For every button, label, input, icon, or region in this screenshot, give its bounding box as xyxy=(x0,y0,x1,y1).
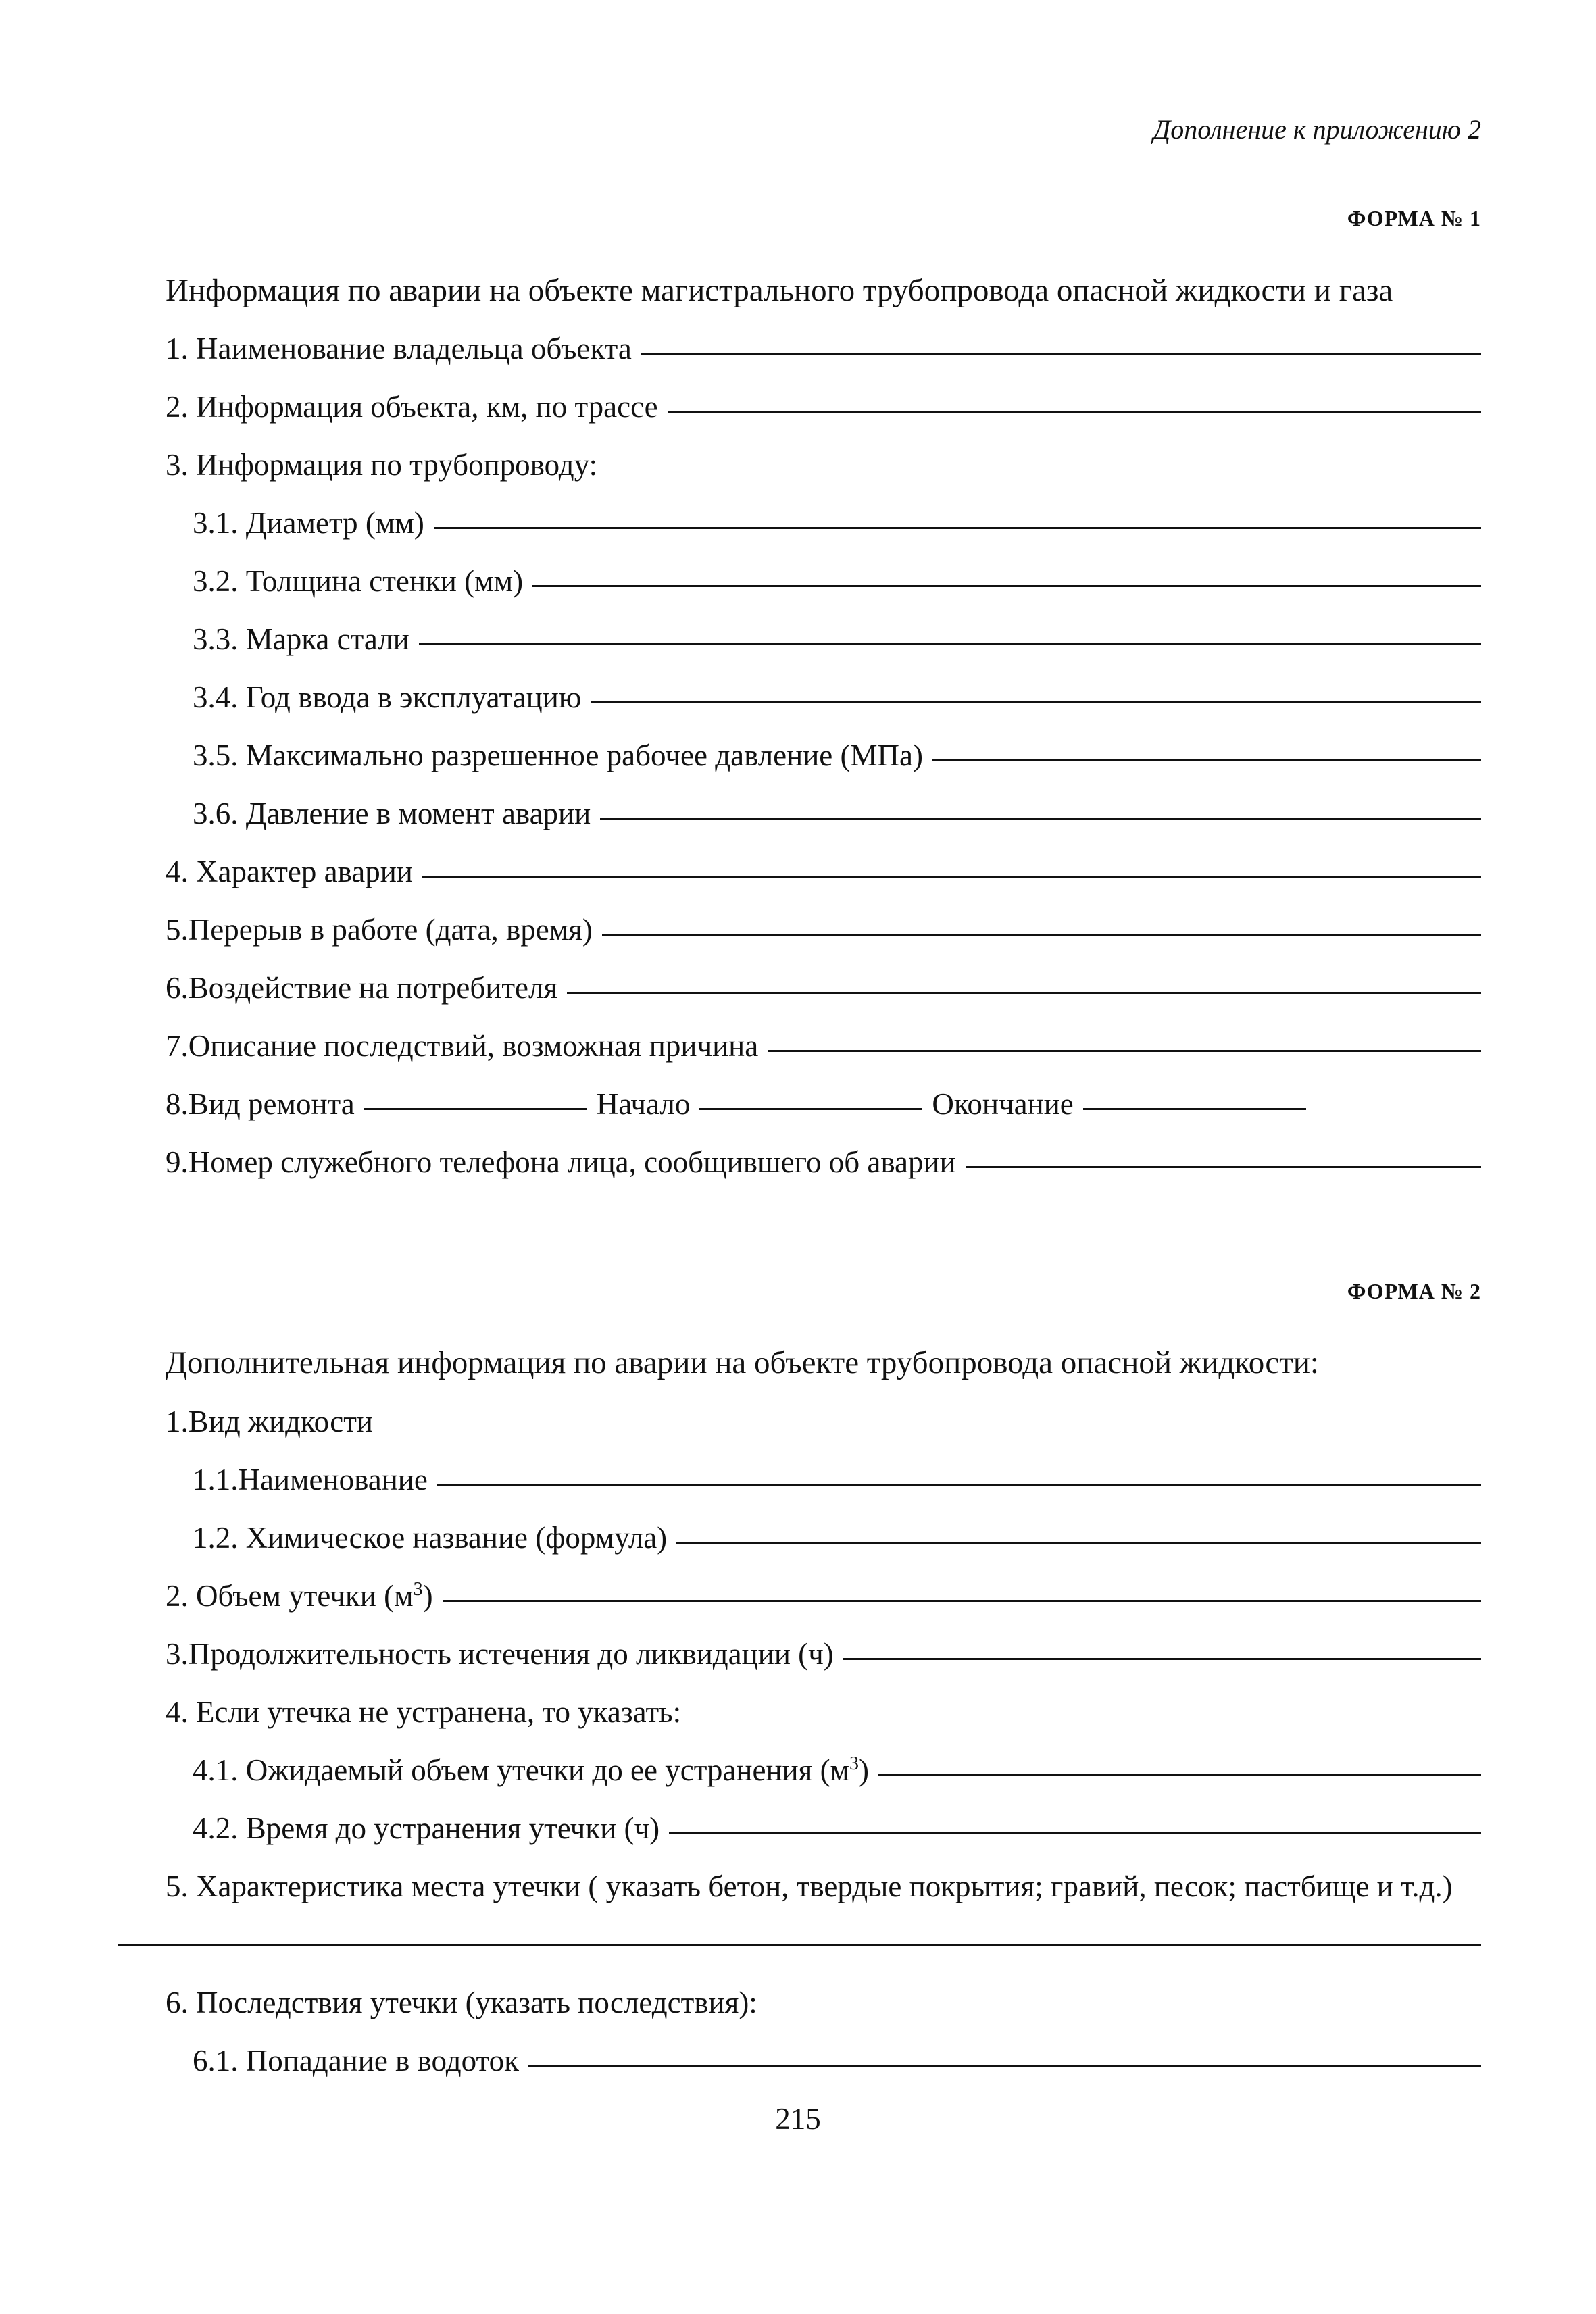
form1-downtime-field xyxy=(166,912,1481,947)
form1-pipeline-info-label: 3. Информация по трубопроводу: xyxy=(166,448,598,482)
form1-diameter-input-line[interactable] xyxy=(434,527,1481,529)
form1-max-pressure-input-line[interactable] xyxy=(932,759,1481,761)
form2-watercourse-field xyxy=(193,2043,1481,2078)
form2-leak-volume-input-line[interactable] xyxy=(443,1600,1481,1602)
form1-commission-year-label: 3.4. Год ввода в эксплуатацию xyxy=(193,680,582,714)
form2-leak-duration-field xyxy=(166,1636,1481,1671)
form2-leak-volume-label: 2. Объем утечки $(м^3)$ xyxy=(166,1579,433,1613)
form2-leak-duration-input-line[interactable] xyxy=(843,1658,1481,1660)
form1-repair-type-input-line[interactable] xyxy=(364,1108,587,1110)
appendix-note: Дополнение к приложению 2 xyxy=(1153,114,1481,145)
form2-leak-site-label: 5. Характеристика места утечки ( указать бетон, твердые покрытия; гравий, песок; пастбище и т.д.) xyxy=(166,1869,1453,1903)
form1-steel-grade-field xyxy=(193,622,1481,657)
form1-consumer-impact-label: 6.Воздействие на потребителя xyxy=(166,971,558,1005)
form2-leak-duration-label: 3.Продолжительность истечения до ликвидации (ч) xyxy=(166,1637,834,1671)
form2-title: ФОРМА № 2 xyxy=(1347,1279,1481,1303)
form2-watercourse-input-line[interactable] xyxy=(528,2065,1481,2067)
form1-owner-label: 1. Наименование владельца объекта xyxy=(166,332,632,366)
form1-steel-grade-label: 3.3. Марка стали xyxy=(193,622,409,656)
form1-phone-input-line[interactable] xyxy=(966,1166,1481,1168)
form1-owner-field xyxy=(166,331,1481,366)
form2-expected-volume-field xyxy=(193,1753,1481,1788)
form1-consumer-impact-input-line[interactable] xyxy=(567,992,1481,994)
form1-repair-start-label: Начало xyxy=(596,1087,691,1121)
form1-diameter-field xyxy=(193,505,1481,540)
form2-leak-site xyxy=(166,1869,1453,1904)
form2-expected-volume-input-line[interactable] xyxy=(878,1774,1481,1776)
form1-repair-end-label: Окончание xyxy=(932,1087,1074,1121)
form2-expected-volume-label: 4.1. Ожидаемый объем утечки до ее устранения $(м^3)$ xyxy=(193,1753,870,1787)
form2-chemical-name-input-line[interactable] xyxy=(676,1542,1481,1544)
form1-max-pressure-field xyxy=(193,738,1481,773)
form2-name-input-line[interactable] xyxy=(437,1484,1481,1486)
form1-downtime-label: 5.Перерыв в работе (дата, время) xyxy=(166,913,593,947)
form2-chemical-name-label: 1.2. Химическое название (формула) xyxy=(193,1521,668,1555)
form1-consequences-input-line[interactable] xyxy=(768,1050,1481,1052)
form2-watercourse-label: 6.1. Попадание в водоток xyxy=(193,2044,519,2078)
form1-location-field xyxy=(166,389,1481,424)
form1-diameter-label: 3.1. Диаметр (мм) xyxy=(193,506,424,540)
form1-repair-start-input-line[interactable] xyxy=(699,1108,922,1110)
form2-heading: Дополнительная информация по аварии на объекте трубопровода опасной жидкости: xyxy=(166,1345,1319,1380)
form2-leak-volume-field xyxy=(166,1578,1481,1613)
form1-downtime-input-line[interactable] xyxy=(602,934,1481,936)
form2-leak-site-input-line[interactable] xyxy=(118,1944,1481,1946)
form2-liquid-type xyxy=(166,1404,373,1439)
form2-name-label: 1.1.Наименование xyxy=(193,1463,428,1496)
form1-max-pressure-label: 3.5. Максимально разрешенное рабочее давление (МПа) xyxy=(193,738,923,772)
form1-phone-field xyxy=(166,1145,1481,1180)
form1-consequences-field xyxy=(166,1028,1481,1063)
form1-heading: Информация по аварии на объекте магистрального трубопровода опасной жидкости и газа xyxy=(166,273,1393,308)
form2-time-to-fix-field xyxy=(193,1811,1481,1846)
form1-wall-thickness-input-line[interactable] xyxy=(532,585,1481,587)
form1-owner-input-line[interactable] xyxy=(641,353,1481,355)
form1-wall-thickness-field xyxy=(193,563,1481,599)
form1-steel-grade-input-line[interactable] xyxy=(419,643,1481,645)
form1-repair-type-label: 8.Вид ремонта xyxy=(166,1087,355,1121)
form1-accident-nature-field xyxy=(166,854,1481,889)
page-number: 215 xyxy=(775,2102,821,2136)
form1-repair-end-input-line[interactable] xyxy=(1083,1108,1306,1110)
form2-consequences xyxy=(166,1985,757,2020)
form1-accident-pressure-label: 3.6. Давление в момент аварии xyxy=(193,797,591,830)
form1-accident-nature-input-line[interactable] xyxy=(422,876,1481,878)
form1-title: ФОРМА № 1 xyxy=(1347,206,1481,230)
form1-consequences-label: 7.Описание последствий, возможная причина xyxy=(166,1029,759,1063)
form2-time-to-fix-input-line[interactable] xyxy=(669,1832,1481,1834)
form1-pipeline-info xyxy=(166,447,597,482)
form1-repair-row xyxy=(166,1086,1316,1122)
form1-accident-nature-label: 4. Характер аварии xyxy=(166,855,413,888)
form2-consequences-label: 6. Последствия утечки (указать последствия): xyxy=(166,1986,757,2019)
form1-phone-label: 9.Номер служебного телефона лица, сообщившего об аварии xyxy=(166,1145,956,1179)
form2-chemical-name-field xyxy=(193,1520,1481,1555)
form1-commission-year-field xyxy=(193,680,1481,715)
form1-wall-thickness-label: 3.2. Толщина стенки (мм) xyxy=(193,564,524,598)
form1-location-label: 2. Информация объекта, км, по трассе xyxy=(166,390,658,424)
form1-consumer-impact-field xyxy=(166,970,1481,1005)
form1-accident-pressure-input-line[interactable] xyxy=(600,818,1481,820)
form1-commission-year-input-line[interactable] xyxy=(591,701,1481,703)
form2-time-to-fix-label: 4.2. Время до устранения утечки (ч) xyxy=(193,1811,660,1845)
form1-location-input-line[interactable] xyxy=(668,411,1481,413)
form2-name-field xyxy=(193,1462,1481,1497)
form2-liquid-type-label: 1.Вид жидкости xyxy=(166,1405,373,1438)
form1-accident-pressure-field xyxy=(193,796,1481,831)
form2-unresolved-leak xyxy=(166,1694,681,1730)
form2-unresolved-leak-label: 4. Если утечка не устранена, то указать: xyxy=(166,1695,682,1729)
